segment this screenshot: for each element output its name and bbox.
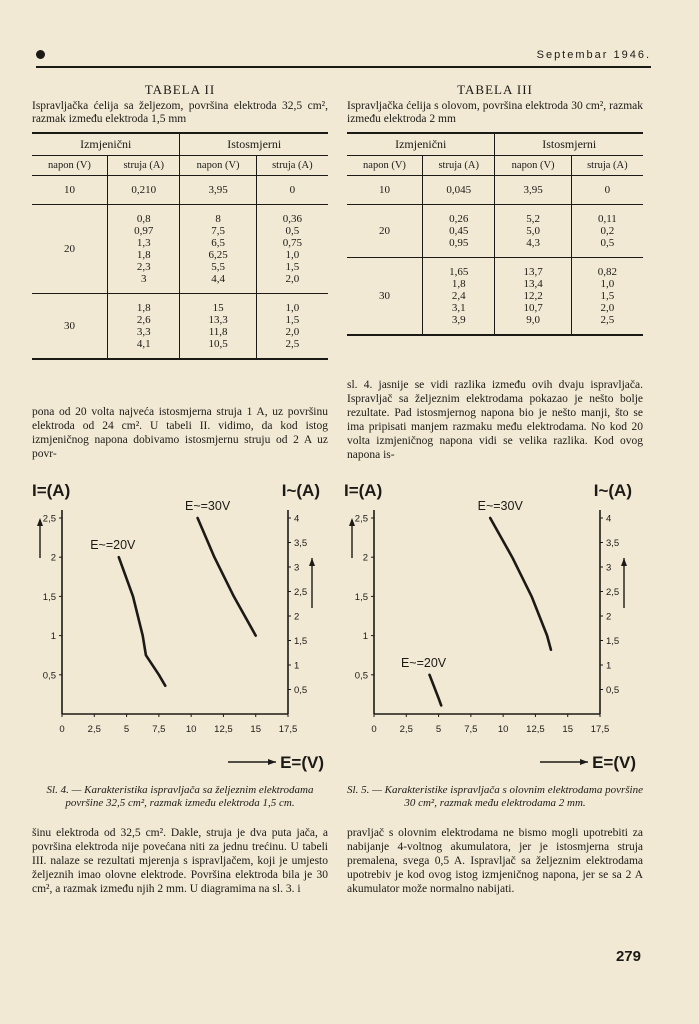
table2-col-ac-v: napon (V) xyxy=(32,156,107,176)
right-bottom-paragraph: pravljač s olovnim elektrodama ne bismo mogli upotrebiti za nabijanje 4-voltnog akumulatora, jer je istosmjerna struja premalena, svega 0,5 A. Ispravljač sa željeznim elektrodama upotrebiv je kod ovog istog izmjeničnog napona, jer se sa 2 A akumulator može normalno nabijati. xyxy=(347,827,643,895)
cell-value: 0,95 xyxy=(449,237,469,249)
y-right-tick-label: 2 xyxy=(606,611,612,623)
table3-block xyxy=(347,82,643,336)
cell-value: 0 xyxy=(604,184,611,196)
y-left-tick-label: 2,5 xyxy=(354,513,368,525)
page-number: 279 xyxy=(615,948,641,965)
table3-group-dc: Istosmjerni xyxy=(495,133,643,156)
dc-a-cell xyxy=(256,176,328,205)
table3-col-ac-v: napon (V) xyxy=(347,156,422,176)
table2-col-dc-a: struja (A) xyxy=(256,156,328,176)
cell-value: 10,7 xyxy=(523,302,543,314)
cell-value: 2,6 xyxy=(136,314,151,326)
figure4-caption: Sl. 4. — Karakteristika ispravljača sa željeznim elektrodama površine 32,5 cm², razmak između elektroda 1,5 cm. xyxy=(46,784,314,809)
y-right-tick-label: 4 xyxy=(294,513,300,525)
cell-value: 7,5 xyxy=(211,225,225,237)
right-axis-label: I~(A) xyxy=(281,481,320,500)
table2-group-ac: Izmjenični xyxy=(32,133,180,156)
left-axis-label: I=(A) xyxy=(32,481,71,500)
cell-value: 4,1 xyxy=(136,338,151,350)
y-left-tick-label: 2 xyxy=(362,552,368,564)
cell-value: 13,7 xyxy=(523,266,543,278)
table-row xyxy=(32,176,328,205)
x-arrow-head-icon xyxy=(580,759,588,765)
cell-value: 11,8 xyxy=(208,326,228,338)
cell-value: 0,8 xyxy=(136,213,151,225)
cell-value: 2,5 xyxy=(285,338,300,350)
cell-value: 5,5 xyxy=(211,261,225,273)
cell-value: 5,2 xyxy=(526,213,540,225)
cell-value: 1,8 xyxy=(136,249,151,261)
cell-value: 3,1 xyxy=(451,302,466,314)
table3-col-dc-v: napon (V) xyxy=(495,156,571,176)
x-tick-label: 7,5 xyxy=(152,724,166,735)
table3-col-ac-a: struja (A) xyxy=(422,156,495,176)
y-right-tick-label: 1,5 xyxy=(606,636,620,647)
issue-date: Septembar 1946. xyxy=(536,49,651,61)
cell-value: 0,75 xyxy=(282,237,302,249)
cell-value: 4,3 xyxy=(526,237,540,249)
right-arrow-head-icon xyxy=(309,558,315,566)
dc-a-cell xyxy=(571,258,643,336)
y-right-tick-label: 1,5 xyxy=(294,636,308,647)
cell-value: 13,3 xyxy=(208,314,228,326)
cell-value: 2,3 xyxy=(136,261,151,273)
cell-value: 3,9 xyxy=(451,314,466,326)
cell-value: 13,4 xyxy=(523,278,543,290)
x-tick-label: 10 xyxy=(497,724,509,735)
cell-value: 2,4 xyxy=(451,290,466,302)
cell-value: 15 xyxy=(212,302,224,314)
ac-a-cell xyxy=(422,176,495,205)
page-header xyxy=(36,48,651,68)
y-right-tick-label: 0,5 xyxy=(294,685,308,696)
dc-a-cell xyxy=(256,294,328,360)
cell-value: 10,5 xyxy=(208,338,228,350)
y-right-tick-label: 4 xyxy=(606,513,612,525)
x-tick-label: 12,5 xyxy=(214,724,233,735)
cell-value: 4,4 xyxy=(211,273,225,285)
series-label: E~=20V xyxy=(90,538,136,553)
y-right-tick-label: 2 xyxy=(294,611,300,623)
left-axis-label: I=(A) xyxy=(344,481,383,500)
cell-value: 3,95 xyxy=(208,184,228,196)
right-arrow-head-icon xyxy=(621,558,627,566)
cell-value: 0,5 xyxy=(285,225,300,237)
table2-col-dc-v: napon (V) xyxy=(180,156,256,176)
ac-a-cell xyxy=(422,258,495,336)
x-tick-label: 0 xyxy=(371,724,377,735)
ac-a-cell xyxy=(422,205,495,258)
cell-value: 3,95 xyxy=(523,184,543,196)
series-line xyxy=(198,518,256,636)
table3-group-ac: Izmjenični xyxy=(347,133,495,156)
table2-col-ac-a: struja (A) xyxy=(107,156,180,176)
x-arrow-head-icon xyxy=(268,759,276,765)
series-label: E~=30V xyxy=(185,499,231,513)
table3 xyxy=(347,132,643,336)
ac-voltage-cell: 10 xyxy=(32,176,107,205)
cell-value: 3,3 xyxy=(136,326,151,338)
dc-v-cell xyxy=(180,205,256,294)
table-row xyxy=(347,258,643,336)
x-tick-label: 5 xyxy=(123,724,130,735)
dc-a-cell xyxy=(256,205,328,294)
cell-value: 0,210 xyxy=(131,184,157,196)
cell-value: 0,2 xyxy=(600,225,615,237)
figure5-caption: Sl. 5. — Karakteristike ispravljača s olovnim elektrodama površine 30 cm², razmak među elektrodama 2 mm. xyxy=(347,784,643,809)
y-right-tick-label: 2,5 xyxy=(606,587,620,598)
cell-value: 0,82 xyxy=(597,266,617,278)
dc-a-cell xyxy=(571,176,643,205)
y-left-tick-label: 1 xyxy=(362,631,368,643)
y-right-tick-label: 3 xyxy=(294,562,300,574)
left-top-paragraph: pona od 20 volta najveća istosmjerna struja 1 A, uz površinu elektroda od 24 cm². U tabeli II. vidimo, da kod istog izmjeničnog napona dobivamo istosmjernu struju od 2 A uz povr- xyxy=(32,406,328,460)
cell-value: 0,11 xyxy=(597,213,617,225)
cell-value: 0,5 xyxy=(600,237,615,249)
cell-value: 2,5 xyxy=(600,314,615,326)
dc-v-cell xyxy=(180,294,256,360)
table2-title: TABELA II xyxy=(144,82,216,97)
cell-value: 1,0 xyxy=(285,302,300,314)
table2-block xyxy=(32,82,328,360)
y-left-tick-label: 0,5 xyxy=(354,670,368,682)
y-right-tick-label: 0,5 xyxy=(606,685,620,696)
x-tick-label: 17,5 xyxy=(278,724,298,735)
table-row xyxy=(347,176,643,205)
right-top-paragraph: sl. 4. jasnije se vidi razlika između ovih dvaju ispravljača. Ispravljač sa željeznim elektrodama pokazao je nešto bolje rezultate. Pad istosmjernog napona bio je nešto manji, što se ima pripisati manjem razmaku među elektrodama. No kod 20 volta izmjeničnog napona vidi se velika razlika. Kod ovog napona is- xyxy=(347,379,643,461)
x-tick-label: 2,5 xyxy=(87,724,101,735)
cell-value: 1,0 xyxy=(285,249,300,261)
table3-caption: Ispravljačka ćelija s olovom, površina elektroda 30 cm², razmak između elektroda 2 mm xyxy=(347,100,643,125)
x-tick-label: 7,5 xyxy=(464,724,478,735)
right-axis-label: I~(A) xyxy=(593,481,632,500)
ac-voltage-cell: 10 xyxy=(347,176,422,205)
x-tick-label: 5 xyxy=(435,724,442,735)
ac-a-cell xyxy=(107,205,180,294)
table2-group-dc: Istosmjerni xyxy=(180,133,328,156)
table-row xyxy=(347,205,643,258)
cell-value: 2,0 xyxy=(600,302,615,314)
figure5-chart xyxy=(340,474,640,772)
cell-value: 1,65 xyxy=(449,266,469,278)
y-right-tick-label: 3,5 xyxy=(606,538,620,549)
table2 xyxy=(32,132,328,360)
x-axis-label: E=(V) xyxy=(280,753,324,772)
table-row xyxy=(32,294,328,360)
cell-value: 1,0 xyxy=(600,278,615,290)
cell-value: 0,36 xyxy=(282,213,302,225)
y-right-tick-label: 2,5 xyxy=(294,587,308,598)
series-line xyxy=(119,557,166,686)
cell-value: 1,5 xyxy=(285,314,300,326)
ac-a-cell xyxy=(107,294,180,360)
table-row xyxy=(32,205,328,294)
ac-voltage-cell: 20 xyxy=(347,205,422,258)
table3-title: TABELA III xyxy=(457,82,533,97)
cell-value: 1,8 xyxy=(451,278,466,290)
dc-v-cell xyxy=(495,258,571,336)
y-right-tick-label: 3 xyxy=(606,562,612,574)
cell-value: 1,5 xyxy=(600,290,615,302)
ac-a-cell xyxy=(107,176,180,205)
figure4-chart xyxy=(28,474,328,772)
y-right-tick-label: 1 xyxy=(606,660,612,672)
ac-voltage-cell: 30 xyxy=(63,320,75,332)
series-line xyxy=(490,518,551,650)
cell-value: 1,5 xyxy=(285,261,300,273)
left-bottom-paragraph: šinu elektroda od 32,5 cm². Dakle, struja je dva puta jača, a površina elektroda nije povećana niti za jednu trećinu. U tabeli III. nalaze se rezultati mjerenja s ispravljačem, koji je umjesto željeznih imao olovne elektrode. Površina elektroda bila je 30 cm², a razmak između njih 2 mm. U diagramima na sl. 3. i xyxy=(32,827,328,895)
cell-value: 0,26 xyxy=(449,213,469,225)
cell-value: 6,5 xyxy=(211,237,225,249)
cell-value: 2,0 xyxy=(285,273,300,285)
cell-value: 0,45 xyxy=(449,225,469,237)
cell-value: 8 xyxy=(215,213,221,225)
x-tick-label: 17,5 xyxy=(590,724,610,735)
ac-voltage-cell: 30 xyxy=(378,290,390,302)
bullet-dot xyxy=(36,50,45,59)
cell-value: 12,2 xyxy=(523,290,543,302)
y-left-tick-label: 0,5 xyxy=(42,670,56,682)
cell-value: 0,97 xyxy=(134,225,154,237)
ac-voltage-cell: 20 xyxy=(32,205,107,294)
x-tick-label: 2,5 xyxy=(399,724,413,735)
x-tick-label: 15 xyxy=(250,724,262,735)
cell-value: 2,0 xyxy=(285,326,300,338)
x-axis-label: E=(V) xyxy=(592,753,636,772)
series-line xyxy=(430,675,442,706)
dc-v-cell xyxy=(495,205,571,258)
cell-value: 6,25 xyxy=(208,249,228,261)
y-right-tick-label: 1 xyxy=(294,660,300,672)
cell-value: 0 xyxy=(289,184,296,196)
cell-value: 5,0 xyxy=(526,225,540,237)
y-left-tick-label: 2 xyxy=(50,552,56,564)
dc-v-cell xyxy=(495,176,571,205)
x-tick-label: 10 xyxy=(185,724,197,735)
cell-value: 1,3 xyxy=(136,237,151,249)
table2-caption: Ispravljačka ćelija sa željezom, površina elektroda 32,5 cm², razmak između elektroda 1,5 mm xyxy=(32,100,328,125)
y-left-tick-label: 1,5 xyxy=(42,591,56,603)
x-tick-label: 15 xyxy=(562,724,574,735)
table3-col-dc-a: struja (A) xyxy=(571,156,643,176)
x-tick-label: 0 xyxy=(59,724,65,735)
cell-value: 3 xyxy=(140,273,147,285)
dc-a-cell xyxy=(571,205,643,258)
cell-value: 9,0 xyxy=(526,314,540,326)
y-left-tick-label: 1,5 xyxy=(354,591,368,603)
y-left-tick-label: 2,5 xyxy=(42,513,56,525)
dc-v-cell xyxy=(180,176,256,205)
cell-value: 1,8 xyxy=(136,302,151,314)
y-right-tick-label: 3,5 xyxy=(294,538,308,549)
series-label: E~=20V xyxy=(400,655,447,670)
x-tick-label: 12,5 xyxy=(526,724,545,735)
cell-value: 0,045 xyxy=(446,184,472,196)
y-left-tick-label: 1 xyxy=(50,631,56,643)
series-label: E~=30V xyxy=(477,499,523,513)
